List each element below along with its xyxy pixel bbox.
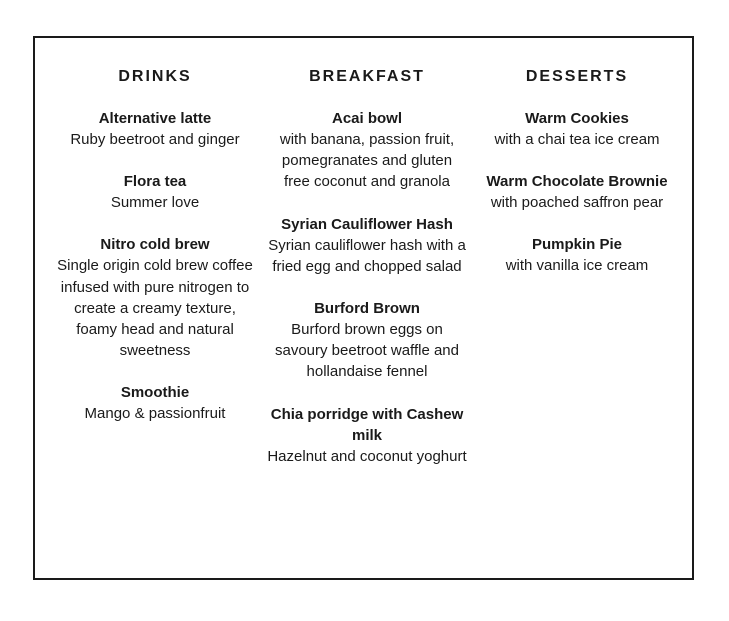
item-description: Burford brown eggs on savoury beetroot waffle and hollandaise fennel — [274, 321, 459, 381]
item-name: Acai bowl — [331, 110, 402, 127]
drinks-column — [55, 68, 255, 446]
item-description: Single origin cold brew coffee infused with pure nitrogen to create a creamy texture, foamy head and natural sweetness — [57, 257, 253, 360]
item-name: Chia porridge with Cashew milk — [270, 405, 464, 444]
menu-item — [267, 404, 467, 467]
item-name: Nitro cold brew — [100, 236, 210, 254]
item-description: Summer love — [110, 194, 200, 212]
menu-item — [55, 108, 255, 150]
item-description: Ruby beetroot and ginger — [70, 131, 240, 148]
item-description: with poached saffron pear — [490, 194, 664, 212]
menu-item — [267, 298, 467, 383]
menu-item — [55, 171, 255, 213]
menu-item — [55, 234, 255, 361]
column-heading-breakfast: BREAKFAST — [309, 68, 425, 85]
breakfast-column — [267, 68, 467, 488]
menu-item — [267, 108, 467, 193]
column-heading-drinks: DRINKS — [118, 68, 192, 85]
item-description: with banana, passion fruit, pomegranates and gluten free coconut and granola — [279, 131, 455, 191]
desserts-column — [479, 68, 675, 298]
item-name: Flora tea — [123, 173, 187, 191]
column-heading-desserts: DESSERTS — [525, 68, 629, 85]
item-name: Pumpkin Pie — [531, 236, 623, 254]
item-description: with a chai tea ice cream — [494, 131, 660, 148]
item-name: Smoothie — [120, 384, 190, 402]
menu-card — [33, 36, 694, 580]
item-name: Alternative latte — [98, 110, 212, 127]
menu-item — [55, 382, 255, 424]
menu-item — [479, 234, 675, 276]
item-name: Burford Brown — [314, 300, 420, 318]
item-name: Warm Chocolate Brownie — [486, 173, 668, 191]
menu-item — [479, 108, 675, 150]
item-description: with vanilla ice cream — [505, 257, 649, 275]
item-description: Syrian cauliflower hash with a fried egg and chopped salad — [268, 236, 466, 275]
item-description: Mango & passionfruit — [84, 405, 226, 423]
menu-item — [479, 171, 675, 213]
menu-item — [267, 214, 467, 277]
item-name: Syrian Cauliflower Hash — [281, 215, 453, 233]
item-description: Hazelnut and coconut yoghurt — [267, 447, 467, 465]
item-name: Warm Cookies — [525, 110, 629, 127]
